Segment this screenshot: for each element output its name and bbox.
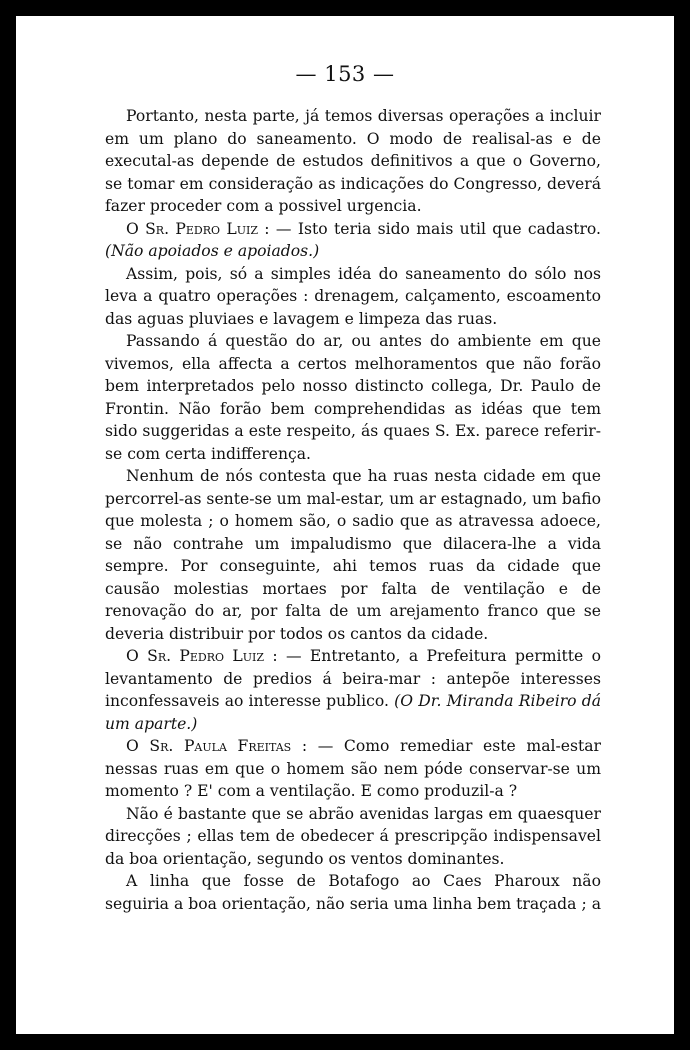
- paragraph-7-text: — Como remediar este mal-estar nessas ruas em que o homem são nem póde conservar-se um momento ? E' com a ventilação. E como produzil-a ?: [105, 737, 601, 800]
- paragraph-7: [105, 735, 601, 803]
- scanned-page: [16, 16, 674, 1034]
- paragraph-8-text: Não é bastante que se abrão avenidas largas em quaesquer direcções ; ellas tem de obedecer á prescripção indispensavel da boa orientação, segundo os ventos dominantes.: [105, 804, 601, 868]
- paragraph-8: [105, 803, 601, 871]
- paragraph-3-text: Assim, pois, só a simples idéa do saneamento do sólo nos leva a quatro operações : drenagem, calçamento, escoamento das aguas pluviaes e lavagem e limpeza das ruas.: [105, 264, 601, 328]
- paragraph-5: [105, 465, 601, 645]
- body-text: [105, 105, 601, 915]
- speaker-pedro-luiz-2: O Sr. Pedro Luiz :: [126, 647, 278, 665]
- paragraph-4-text: Passando á questão do ar, ou antes do ambiente em que vivemos, ella affecta a certos melhoramentos que não forão bem interpretados pelo nosso distincto collega, Dr. Paulo de Frontin. Não forão bem comprehendidas as idéas que tem sido suggeridas a este respeito, ás quaes S. Ex. parece referir-se com certa indifferença.: [105, 332, 601, 463]
- paragraph-4: [105, 330, 601, 465]
- paragraph-9-text: A linha que fosse de Botafogo ao Caes Pharoux não seguiria a boa orientação, não seria uma linha bem traçada ; a: [105, 872, 601, 913]
- page-number: — 153 —: [295, 62, 395, 86]
- paragraph-2-aside: (Não apoiados e apoiados.): [105, 242, 320, 260]
- paragraph-5-text: Nenhum de nós contesta que ha ruas nesta cidade em que percorrel-as sente-se um mal-estar, um ar estagnado, um bafio que molesta ; o homem são, o sadio que as atravessa adoece, se não contrahe um impaludismo que dilacera-lhe a vida sempre. Por conseguinte, ahi temos ruas da cidade que causão molestias mortaes por falta de ventilação e de renovação do ar, por falta de um arejamento franco que se deveria distribuir por todos os cantos da cidade.: [105, 467, 601, 643]
- speaker-paula-freitas: O Sr. Paula Freitas :: [126, 737, 308, 755]
- paragraph-6: [105, 645, 601, 735]
- paragraph-1-text: Portanto, nesta parte, já temos diversas operações a incluir em um plano do saneamento. O modo de realisal-as e de executal-as depende de estudos definitivos a que o Governo, se tomar em consideração as indicações do Congresso, deverá fazer proceder com a possivel urgencia.: [105, 107, 601, 215]
- paragraph-6-aside: (O Dr. Miranda Ribeiro dá um aparte.): [105, 692, 601, 733]
- paragraph-3: [105, 263, 601, 331]
- paragraph-2: [105, 218, 601, 263]
- paragraph-2-text: — Isto teria sido mais util que cadastro.: [275, 219, 601, 238]
- paragraph-1: [105, 105, 601, 218]
- paragraph-9: [105, 870, 601, 915]
- speaker-pedro-luiz-1: O Sr. Pedro Luiz :: [126, 219, 270, 238]
- paragraph-6-text: — Entretanto, a Prefeitura permitte o levantamento de predios á beira-mar : antepõe interesses inconfessaveis ao interesse publico.: [105, 647, 601, 710]
